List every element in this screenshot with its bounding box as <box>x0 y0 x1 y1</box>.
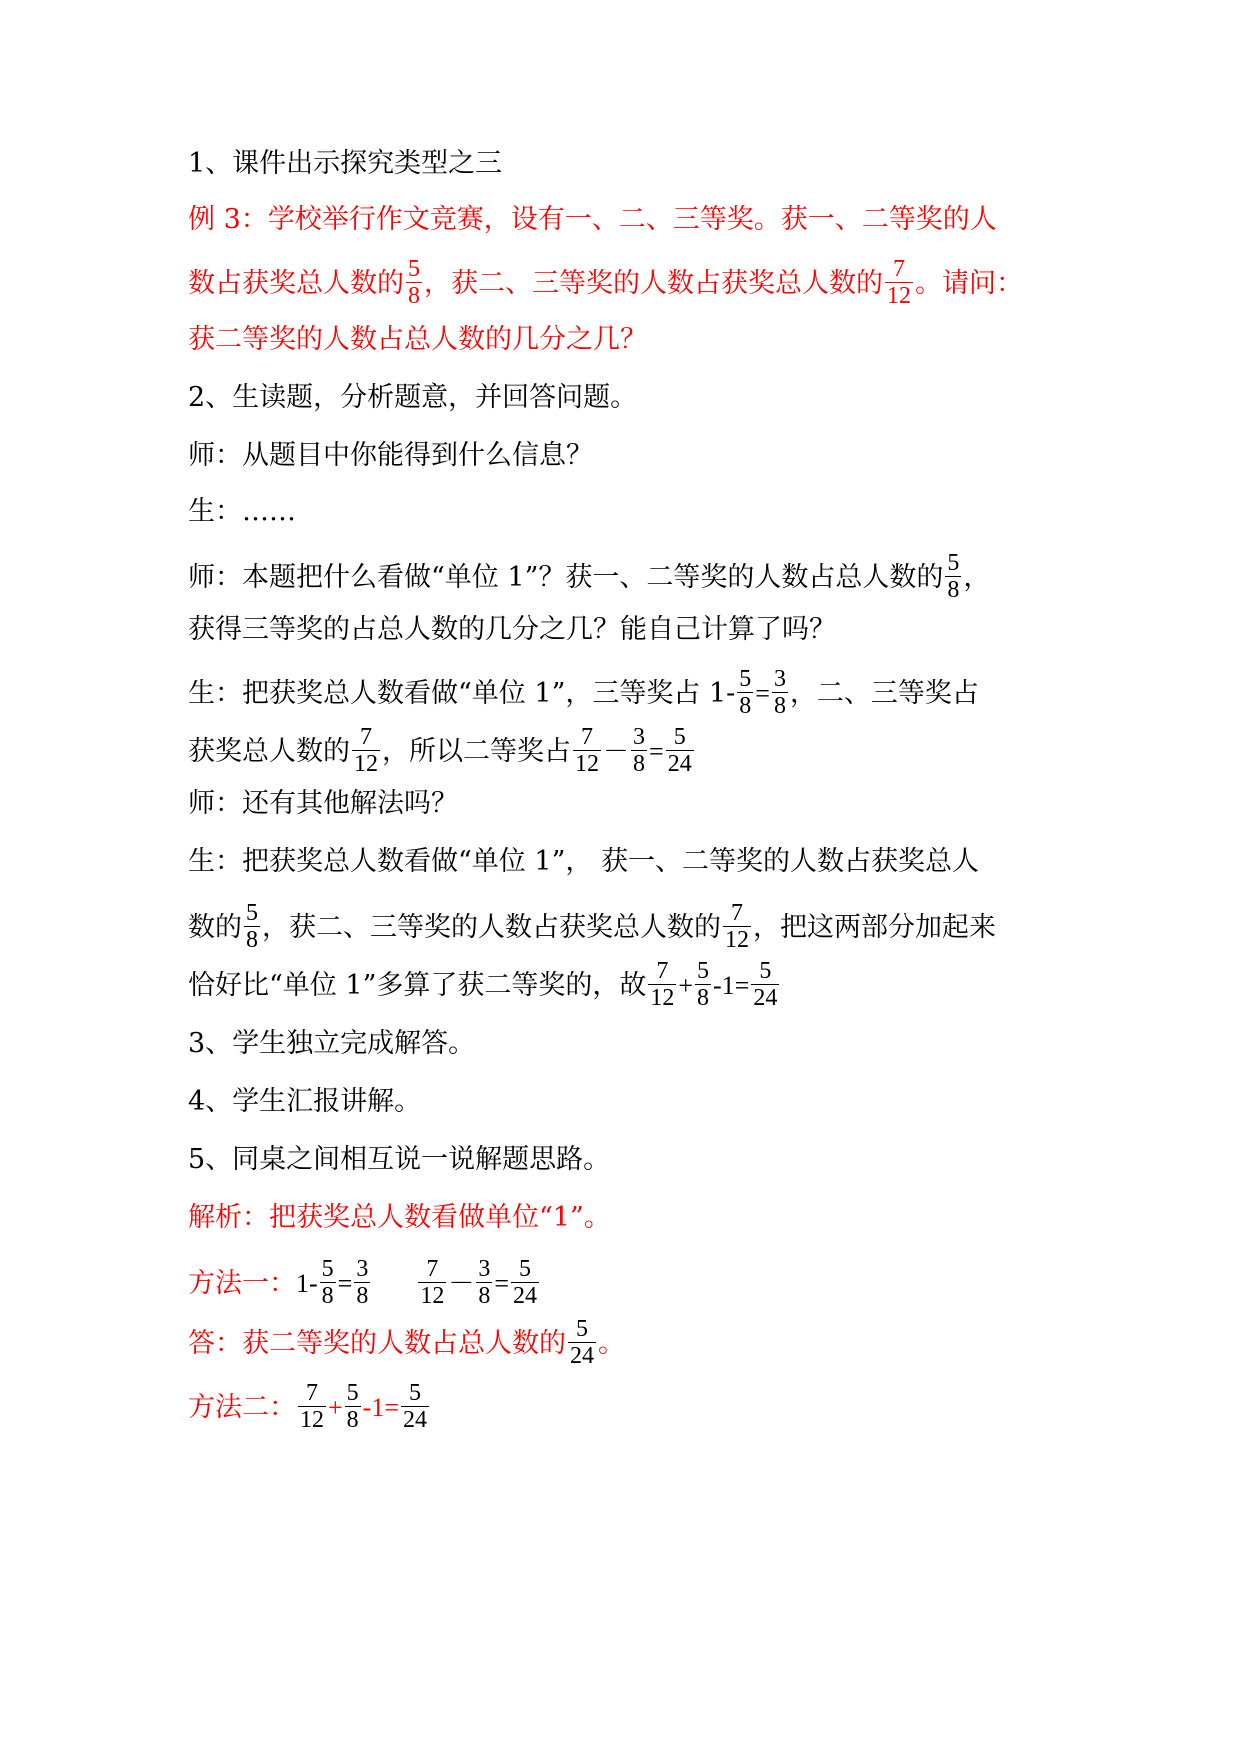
numerator: 5 <box>246 900 258 926</box>
numerator: 5 <box>346 1380 359 1406</box>
teacher-text-3: 师：还有其他解法吗？ <box>188 788 458 819</box>
numerator: 5 <box>576 1316 588 1342</box>
step-2-text: 2、生读题，分析题意，并回答问题。 <box>188 382 638 413</box>
fraction <box>244 900 260 953</box>
example-text-1: 例 3：学校举行作文竞赛，设有一、二、三等奖。获一、二等奖的人 <box>188 204 997 235</box>
example-text-2b: ，获二、三等奖的人数占获奖总人数的 <box>424 268 883 299</box>
minus-sign: － <box>603 737 630 766</box>
step-4-text: 4、学生汇报讲解。 <box>188 1086 422 1117</box>
numerator: 5 <box>697 958 710 984</box>
denominator: 8 <box>947 577 960 603</box>
numerator: 3 <box>773 666 786 692</box>
numerator: 5 <box>409 1380 421 1406</box>
denominator: 8 <box>773 693 786 719</box>
step-5-text: 5、同桌之间相互说一说解题思路。 <box>188 1144 611 1175</box>
method-2-line <box>188 1382 1068 1435</box>
step-4-line <box>188 1084 1068 1120</box>
student-line-2 <box>188 668 1068 721</box>
denominator: 12 <box>887 283 911 309</box>
teacher-text-2a: 师：本题把什么看做“单位 1”？获一、二等奖的人数占总人数的 <box>188 562 944 593</box>
fraction <box>737 666 753 719</box>
minus-one-equals: -1= <box>362 1393 399 1422</box>
fraction <box>568 1316 596 1369</box>
student-text-3a: 生：把获奖总人数看做“单位 1”， 获一、二等奖的人数占获奖总人 <box>188 846 979 877</box>
teacher-line-1 <box>188 438 1068 474</box>
numerator: 3 <box>356 1256 369 1282</box>
fraction <box>885 256 913 309</box>
analysis-text: 解析：把获奖总人数看做单位“1”。 <box>188 1202 611 1233</box>
numerator: 7 <box>581 724 593 750</box>
teacher-text-2b: ， <box>963 562 991 593</box>
method-2-label: 方法二： <box>188 1392 296 1423</box>
plus-sign: + <box>328 1393 343 1422</box>
denominator: 8 <box>739 693 752 719</box>
student-text-3b: 数的 <box>188 912 242 943</box>
denominator: 24 <box>753 985 778 1011</box>
minus-one-equals: -1= <box>713 971 750 1000</box>
fraction <box>751 958 779 1011</box>
fraction <box>573 724 601 777</box>
denominator: 24 <box>403 1407 427 1433</box>
numerator: 5 <box>673 724 686 750</box>
numerator: 7 <box>426 1256 439 1282</box>
example-line-1 <box>188 202 1068 238</box>
fraction <box>666 724 694 777</box>
denominator: 12 <box>650 985 675 1011</box>
step-1-text: 1、课件出示探究类型之三 <box>188 148 503 179</box>
teacher-text-1: 师：从题目中你能得到什么信息？ <box>188 440 593 471</box>
numerator: 7 <box>656 958 669 984</box>
denominator: 8 <box>478 1283 491 1309</box>
answer-text: 答：获二等奖的人数占总人数的 <box>188 1328 566 1359</box>
student-text-3c: ，获二、三等奖的人数占获奖总人数的 <box>262 912 721 943</box>
method-1-line <box>188 1258 1068 1311</box>
fraction <box>723 900 751 953</box>
step-5-line <box>188 1142 1068 1178</box>
student-line-3-cont-2 <box>188 960 1068 1013</box>
fraction <box>695 958 711 1011</box>
fraction <box>320 1256 336 1309</box>
fraction <box>354 1256 370 1309</box>
fraction <box>772 666 788 719</box>
student-text-2c: 获奖总人数的 <box>188 736 350 767</box>
fraction <box>352 724 380 777</box>
denominator: 8 <box>246 927 258 953</box>
numerator: 5 <box>519 1256 532 1282</box>
minus-sign: － <box>448 1269 475 1298</box>
numerator: 7 <box>360 724 372 750</box>
example-text-3: 获二等奖的人数占总人数的几分之几？ <box>188 324 647 355</box>
denominator: 8 <box>633 751 646 777</box>
fraction <box>631 724 647 777</box>
method-1-label: 方法一： <box>188 1268 296 1299</box>
student-line-1 <box>188 494 1068 530</box>
fraction <box>406 256 422 309</box>
student-text-2a: 生：把获奖总人数看做“单位 1”，三等奖占 1- <box>188 678 736 709</box>
one-minus: 1- <box>296 1269 318 1298</box>
fraction <box>511 1256 539 1309</box>
student-line-2-cont <box>188 726 1068 779</box>
denominator: 8 <box>346 1407 359 1433</box>
fraction <box>648 958 676 1011</box>
example-line-3 <box>188 322 1068 358</box>
student-text-2b: ，二、三等奖占 <box>789 678 979 709</box>
student-line-3-cont <box>188 902 1068 955</box>
numerator: 5 <box>408 256 420 282</box>
numerator: 7 <box>893 256 905 282</box>
denominator: 12 <box>420 1283 445 1309</box>
denominator: 8 <box>408 283 420 309</box>
fraction <box>401 1380 429 1433</box>
example-line-2 <box>188 258 1068 311</box>
teacher-line-2-cont <box>188 612 1068 648</box>
denominator: 24 <box>570 1343 594 1369</box>
numerator: 5 <box>947 550 960 576</box>
numerator: 5 <box>759 958 772 984</box>
equals-sign: = <box>755 679 770 708</box>
fraction <box>945 550 961 603</box>
numerator: 3 <box>478 1256 491 1282</box>
denominator: 24 <box>667 751 692 777</box>
plus-sign: + <box>678 971 694 1000</box>
step-3-line <box>188 1026 1068 1062</box>
student-line-3 <box>188 844 1068 880</box>
equals-sign: = <box>337 1269 353 1298</box>
fraction <box>298 1380 326 1433</box>
fraction <box>476 1256 492 1309</box>
analysis-line <box>188 1200 1068 1236</box>
student-text-3e: 恰好比“单位 1”多算了获二等奖的，故 <box>188 970 647 1001</box>
denominator: 8 <box>697 985 710 1011</box>
student-text-3d: ，把这两部分加起来 <box>753 912 996 943</box>
equals-sign: = <box>494 1269 510 1298</box>
example-text-2a: 数占获奖总人数的 <box>188 268 404 299</box>
numerator: 7 <box>306 1380 318 1406</box>
step-1-heading <box>188 146 1068 182</box>
fraction <box>345 1380 361 1433</box>
equals-sign: = <box>649 737 664 766</box>
answer-period: 。 <box>598 1328 625 1359</box>
example-text-2c: 。请问： <box>915 268 1023 299</box>
denominator: 12 <box>354 751 378 777</box>
teacher-text-2c: 获得三等奖的占总人数的几分之几？能自己计算了吗？ <box>188 614 836 645</box>
numerator: 5 <box>321 1256 334 1282</box>
denominator: 12 <box>300 1407 324 1433</box>
teacher-line-3 <box>188 786 1068 822</box>
step-3-text: 3、学生独立完成解答。 <box>188 1028 476 1059</box>
fraction <box>418 1256 446 1309</box>
numerator: 7 <box>731 900 743 926</box>
denominator: 24 <box>513 1283 538 1309</box>
denominator: 12 <box>725 927 749 953</box>
step-2-line <box>188 380 1068 416</box>
numerator: 5 <box>739 666 752 692</box>
numerator: 3 <box>633 724 646 750</box>
denominator: 8 <box>321 1283 334 1309</box>
student-text-2d: ，所以二等奖占 <box>382 736 571 767</box>
teacher-line-2 <box>188 552 1068 605</box>
denominator: 8 <box>356 1283 369 1309</box>
answer-line <box>188 1318 1068 1371</box>
student-text-1: 生：…… <box>188 496 296 527</box>
denominator: 12 <box>575 751 599 777</box>
